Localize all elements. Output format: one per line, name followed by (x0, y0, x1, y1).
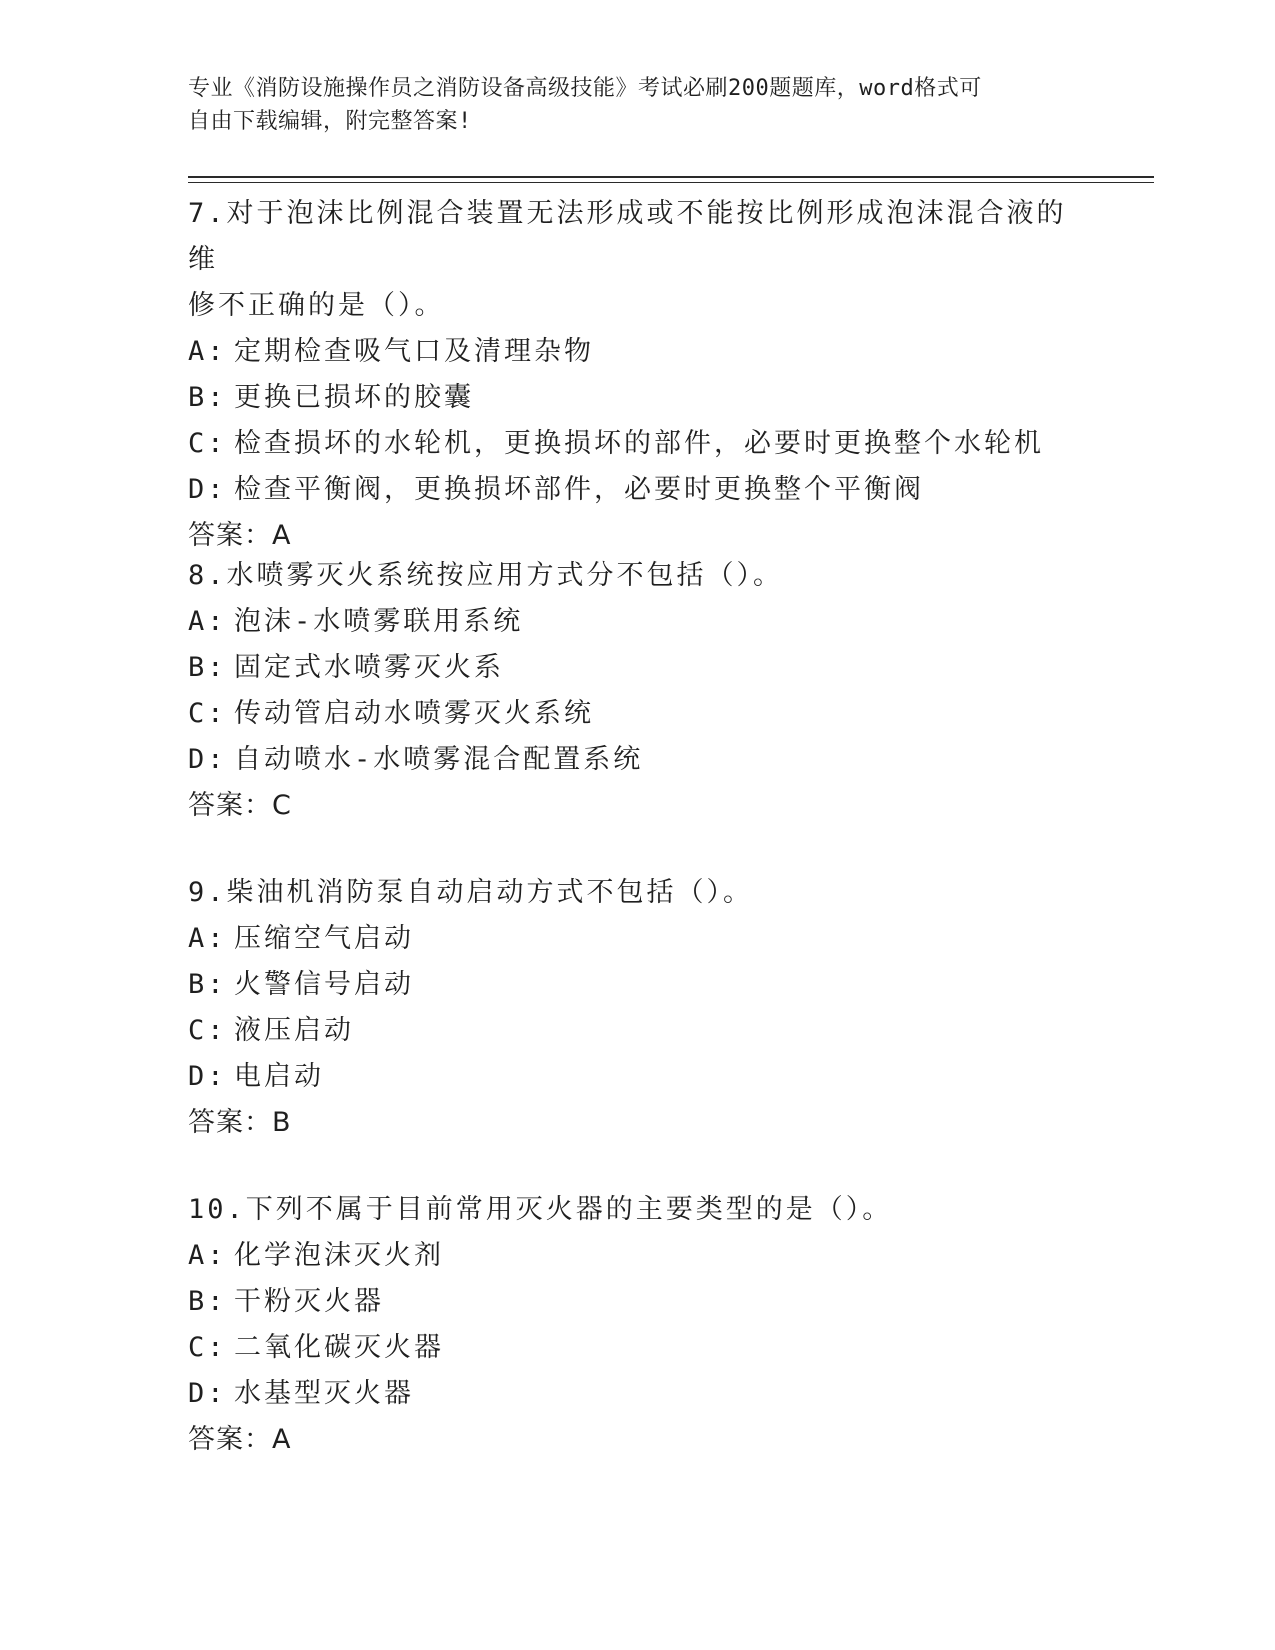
header-divider-thin (188, 182, 1154, 183)
option-key: B: (188, 382, 227, 413)
option-key: C: (188, 428, 227, 459)
option-a (188, 1233, 1088, 1279)
option-text: 化学泡沫灭火剂 (234, 1240, 444, 1271)
option-key: C: (188, 1015, 227, 1046)
option-c (188, 421, 1088, 467)
option-d (188, 1371, 1088, 1417)
option-key: C: (188, 698, 227, 729)
option-b (188, 1279, 1088, 1325)
option-text: 二氧化碳灭火器 (234, 1332, 444, 1363)
option-text: 泡沫-水喷雾联用系统 (234, 606, 524, 637)
option-text: 更换已损坏的胶囊 (234, 382, 474, 413)
option-key: A: (188, 1240, 227, 1271)
option-text: 自动喷水-水喷雾混合配置系统 (234, 744, 644, 775)
question-stem-line-2: 修不正确的是（）。 (188, 290, 445, 321)
option-text: 电启动 (234, 1061, 324, 1092)
header-line-1: 专业《消防设施操作员之消防设备高级技能》考试必刷200题题库，word格式可 (188, 76, 982, 101)
option-a (188, 329, 1088, 375)
option-b (188, 962, 1088, 1008)
option-key: A: (188, 923, 227, 954)
question-8 (188, 553, 1088, 829)
option-text: 液压启动 (234, 1015, 354, 1046)
option-key: B: (188, 652, 227, 683)
option-text: 定期检查吸气口及清理杂物 (234, 336, 594, 367)
answer-line: 答案：A (188, 1424, 292, 1455)
option-text: 干粉灭火器 (234, 1286, 384, 1317)
option-d (188, 467, 1088, 513)
answer-line: 答案：A (188, 520, 292, 551)
option-c (188, 1008, 1088, 1054)
option-key: D: (188, 1061, 227, 1092)
header-line-2: 自由下载编辑，附完整答案! (188, 109, 472, 134)
option-b (188, 645, 1088, 691)
option-text: 固定式水喷雾灭火系 (234, 652, 504, 683)
question-stem-line-1: 10.下列不属于目前常用灭火器的主要类型的是（）。 (188, 1194, 893, 1225)
question-stem-line-1: 8.水喷雾灭火系统按应用方式分不包括（）。 (188, 560, 784, 591)
option-key: B: (188, 969, 227, 1000)
option-a (188, 599, 1088, 645)
answer-line: 答案：C (188, 790, 292, 821)
document-header (188, 72, 1068, 138)
option-d (188, 737, 1088, 783)
header-divider-thick (188, 176, 1154, 178)
question-7 (188, 191, 1088, 559)
question-stem-line-1: 9.柴油机消防泵自动启动方式不包括（）。 (188, 877, 754, 908)
option-text: 压缩空气启动 (234, 923, 414, 954)
question-9 (188, 870, 1088, 1146)
question-stem-line-1: 7.对于泡沫比例混合装置无法形成或不能按比例形成泡沫混合液的维 (188, 198, 1067, 275)
question-10 (188, 1187, 1088, 1463)
option-text: 水基型灭火器 (234, 1378, 414, 1409)
option-d (188, 1054, 1088, 1100)
option-b (188, 375, 1088, 421)
answer-line: 答案：B (188, 1107, 292, 1138)
option-c (188, 1325, 1088, 1371)
option-c (188, 691, 1088, 737)
option-key: D: (188, 1378, 227, 1409)
option-text: 检查损坏的水轮机，更换损坏的部件，必要时更换整个水轮机 (234, 428, 1044, 459)
option-key: B: (188, 1286, 227, 1317)
option-key: D: (188, 744, 227, 775)
option-text: 火警信号启动 (234, 969, 414, 1000)
option-a (188, 916, 1088, 962)
option-key: D: (188, 474, 227, 505)
option-key: A: (188, 606, 227, 637)
option-key: A: (188, 336, 227, 367)
option-key: C: (188, 1332, 227, 1363)
option-text: 传动管启动水喷雾灭火系统 (234, 698, 594, 729)
option-text: 检查平衡阀，更换损坏部件，必要时更换整个平衡阀 (234, 474, 924, 505)
